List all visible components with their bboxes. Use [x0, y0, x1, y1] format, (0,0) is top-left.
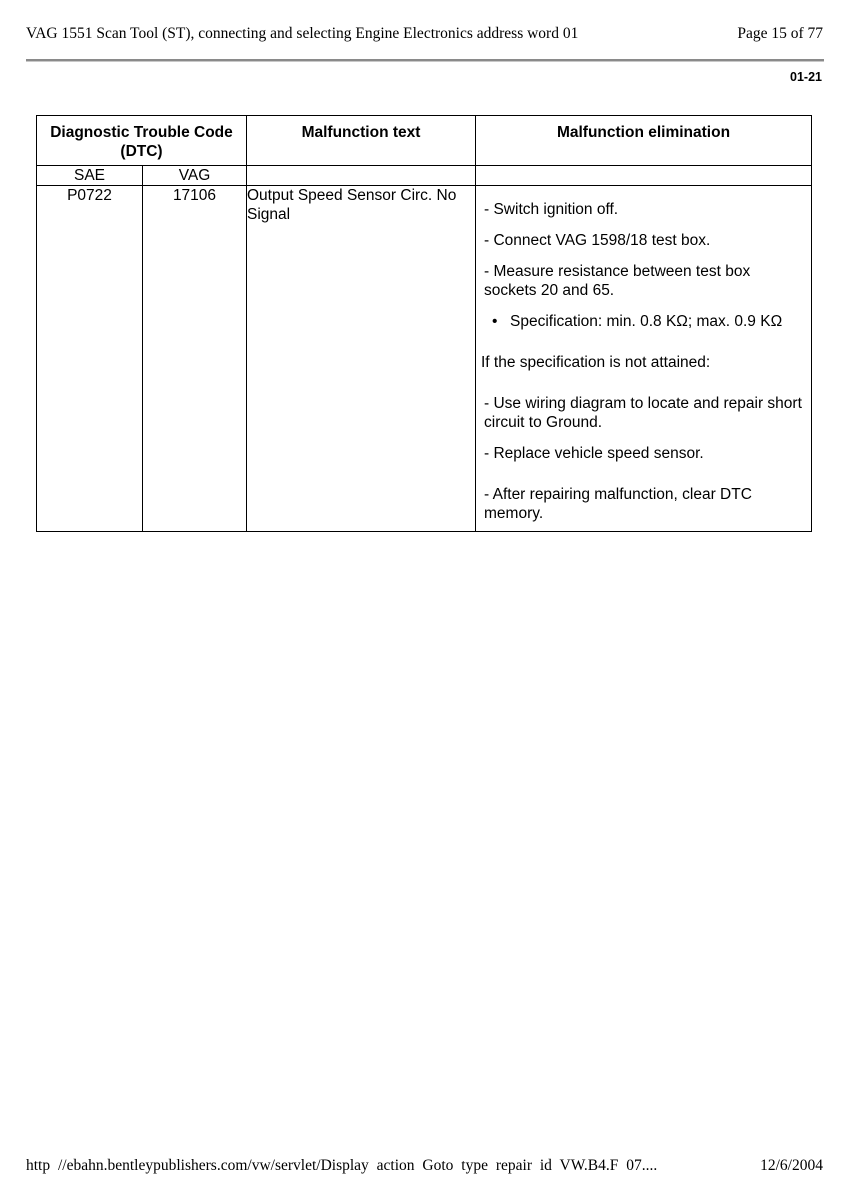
step-clear-dtc: - After repairing malfunction, clear DTC memory. [484, 486, 752, 522]
cell-malfunction-text: Output Speed Sensor Circ. No Signal [247, 186, 476, 532]
subheader-empty-text [247, 166, 476, 186]
subheader-vag: VAG [143, 166, 247, 186]
cell-malfunction-elimination [476, 186, 812, 532]
header-malfunction-elimination: Malfunction elimination [476, 116, 812, 166]
table-header-row [37, 116, 812, 166]
spec-bullet-item [484, 312, 803, 331]
step-switch-ignition: - Switch ignition off. [484, 201, 619, 218]
spec-text: Specification: min. 0.8 KΩ; max. 0.9 KΩ [510, 313, 783, 330]
step-connect-test-box: - Connect VAG 1598/18 test box. [484, 232, 711, 249]
page-number: Page 15 of 77 [737, 25, 823, 42]
cell-vag-code: 17106 [143, 186, 247, 532]
subheader-sae: SAE [37, 166, 143, 186]
header-divider [26, 59, 824, 62]
footer-url: http //ebahn.bentleypublishers.com/vw/servlet/Display action Goto type repair id VW.B4.F 07.... [26, 1157, 658, 1174]
dtc-table [36, 115, 812, 532]
page-header-title: VAG 1551 Scan Tool (ST), connecting and selecting Engine Electronics address word 01 [26, 25, 579, 42]
subheader-empty-elimination [476, 166, 812, 186]
step-measure-resistance: - Measure resistance between test box sockets 20 and 65. [484, 263, 751, 299]
footer-date: 12/6/2004 [760, 1157, 823, 1174]
step-wiring-diagram: - Use wiring diagram to locate and repair short circuit to Ground. [484, 395, 802, 431]
header-dtc: Diagnostic Trouble Code (DTC) [37, 116, 247, 166]
condition-text: If the specification is not attained: [481, 354, 711, 371]
cell-sae-code: P0722 [37, 186, 143, 532]
bullet-icon: • [492, 313, 498, 330]
table-row [37, 186, 812, 532]
section-code: 01-21 [790, 70, 822, 84]
table-subheader-row [37, 166, 812, 186]
header-malfunction-text: Malfunction text [247, 116, 476, 166]
step-replace-sensor: - Replace vehicle speed sensor. [484, 445, 704, 462]
